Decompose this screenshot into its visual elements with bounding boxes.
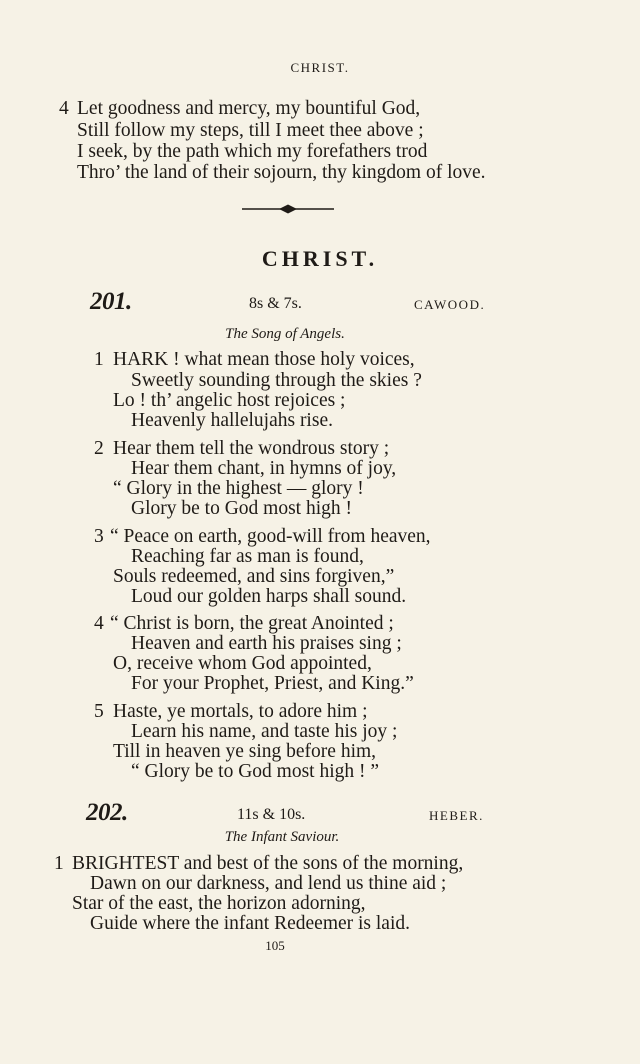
verse-line: Haste, ye mortals, to adore him ; bbox=[113, 701, 368, 722]
hymn-number: 201. bbox=[90, 288, 132, 315]
section-title: CHRIST. bbox=[261, 246, 379, 271]
verse-line: Thro’ the land of their sojourn, thy kingdom of love. bbox=[77, 162, 486, 183]
verse-line: Souls redeemed, and sins forgiven,” bbox=[113, 566, 395, 587]
verse-line: Hear them tell the wondrous story ; bbox=[113, 438, 390, 459]
verse-line: “ Peace on earth, good-will from heaven, bbox=[110, 526, 431, 547]
verse-line: Still follow my steps, till I meet thee above ; bbox=[77, 120, 424, 141]
verse-line: Guide where the infant Redeemer is laid. bbox=[90, 913, 411, 934]
verse-number: 2 bbox=[94, 438, 104, 459]
verse-line: BRIGHTEST and best of the sons of the morning, bbox=[72, 853, 464, 874]
tune-name: HEBER. bbox=[429, 808, 484, 823]
meter: 11s & 10s. bbox=[237, 806, 306, 823]
verse-line: “ Christ is born, the great Anointed ; bbox=[110, 613, 394, 634]
verse-line: Heavenly hallelujahs rise. bbox=[131, 410, 333, 431]
verse-line: “ Glory be to God most high ! ” bbox=[131, 761, 380, 782]
verse-line: Till in heaven ye sing before him, bbox=[113, 741, 377, 762]
verse-line: Let goodness and mercy, my bountiful God, bbox=[77, 98, 421, 119]
meter: 8s & 7s. bbox=[249, 295, 302, 312]
verse-line: For your Prophet, Priest, and King.” bbox=[131, 673, 414, 694]
verse-line: Dawn on our darkness, and lend us thine aid ; bbox=[90, 873, 447, 894]
verse-line: Hear them chant, in hymns of joy, bbox=[131, 458, 397, 479]
verse-line: “ Glory in the highest — glory ! bbox=[113, 478, 364, 499]
verse-line: Loud our golden harps shall sound. bbox=[131, 586, 407, 607]
verse-line: I seek, by the path which my forefathers trod bbox=[77, 141, 428, 162]
verse-number: 5 bbox=[94, 701, 104, 722]
verse-line: Lo ! th’ angelic host rejoices ; bbox=[113, 390, 346, 411]
verse-number: 4 bbox=[94, 613, 104, 634]
tune-name: CAWOOD. bbox=[414, 297, 486, 312]
verse-number: 1 bbox=[94, 349, 104, 370]
verse-number: 1 bbox=[54, 853, 64, 874]
verse-line: Heaven and earth his praises sing ; bbox=[131, 633, 402, 654]
verse-number: 3 bbox=[94, 526, 104, 547]
verse-line: HARK ! what mean those holy voices, bbox=[113, 349, 415, 370]
verse-line: Glory be to God most high ! bbox=[131, 498, 352, 519]
ornamental-rule bbox=[242, 203, 334, 215]
hymn-subtitle: The Infant Saviour. bbox=[224, 829, 340, 845]
running-head: CHRIST. bbox=[290, 60, 350, 75]
verse-number: 4 bbox=[59, 98, 69, 119]
verse-line: Star of the east, the horizon adorning, bbox=[72, 893, 366, 914]
verse-line: Reaching far as man is found, bbox=[131, 546, 364, 567]
hymn-number: 202. bbox=[86, 799, 128, 826]
verse-line: O, receive whom God appointed, bbox=[113, 653, 372, 674]
page-number: 105 bbox=[265, 938, 285, 953]
verse-line: Sweetly sounding through the skies ? bbox=[131, 370, 422, 391]
hymn-subtitle: The Song of Angels. bbox=[225, 326, 345, 342]
verse-line: Learn his name, and taste his joy ; bbox=[131, 721, 398, 742]
